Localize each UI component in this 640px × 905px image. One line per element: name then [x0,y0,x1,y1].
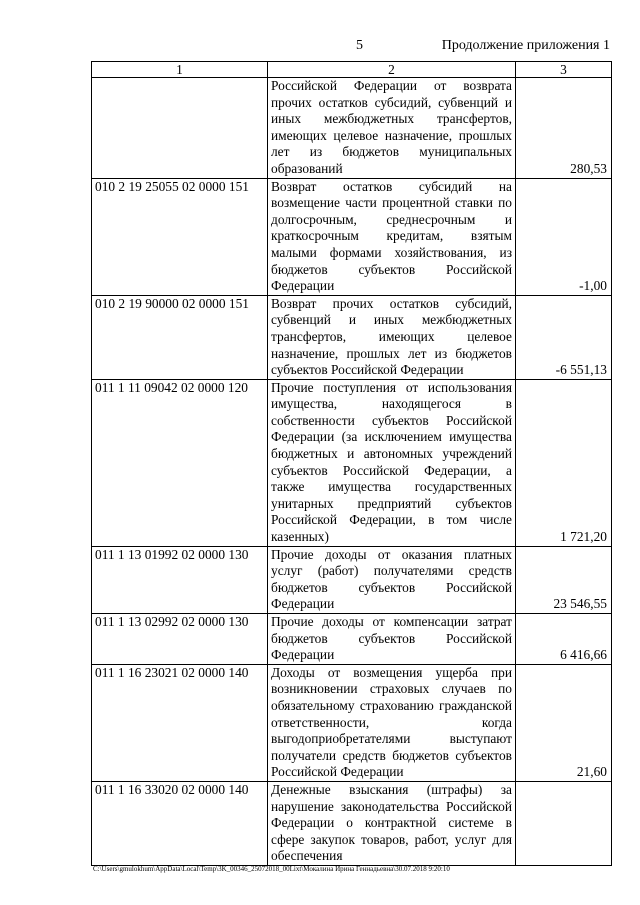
revenue-name: Прочие поступления от использования имущества, находящегося в собственности субъектов Российской Федерации (за исключением имущества бюджетных и автономных учреждений субъектов Российской Федерации, а также имущества государственных унитарных предприятий субъектов Российской Федерации, в том числе казенных) [268,379,516,546]
revenue-table [91,61,612,866]
revenue-name: Возврат остатков субсидий на возмещение части процентной ставки по долгосрочным, среднесрочным и краткосрочным кредитам, взятым малыми формами хозяйствования, из бюджетов субъектов Российской Федерации [268,178,516,295]
continuation-label: Продолжение приложения 1 [441,38,610,53]
table-row [92,614,612,665]
column-number-row [92,62,612,78]
revenue-name: Доходы от возмещения ущерба при возникновении страховых случаев по обязательному страхованию гражданской ответственности, когда выгодоприобретателями выступают получатели средств бюджетов субъектов Российской Федерации [268,664,516,781]
column-number: 2 [268,62,516,78]
amount: -6 551,13 [516,295,612,379]
revenue-name: Прочие доходы от компенсации затрат бюджетов субъектов Российской Федерации [268,614,516,665]
table-row [92,178,612,295]
amount [516,781,612,865]
amount: -1,00 [516,178,612,295]
table-row [92,78,612,179]
budget-code: 011 1 11 09042 02 0000 120 [92,379,268,546]
revenue-name: Российской Федерации от возврата прочих остатков субсидий, субвенций и иных межбюджетных трансфертов, имеющих целевое назначение, прошлых лет из бюджетов муниципальных образований [268,78,516,179]
budget-code: 011 1 13 01992 02 0000 130 [92,546,268,613]
revenue-name: Прочие доходы от оказания платных услуг (работ) получателями средств бюджетов субъектов Российской Федерации [268,546,516,613]
table-row [92,781,612,865]
table-row [92,295,612,379]
amount: 6 416,66 [516,614,612,665]
table-row [92,379,612,546]
table-row [92,546,612,613]
budget-code: 011 1 16 33020 02 0000 140 [92,781,268,865]
amount: 280,53 [516,78,612,179]
budget-code: 011 1 16 23021 02 0000 140 [92,664,268,781]
column-number: 3 [516,62,612,78]
budget-code: 011 1 13 02992 02 0000 130 [92,614,268,665]
revenue-name: Возврат прочих остатков субсидий, субвенций и иных межбюджетных трансфертов, имеющих целевое назначение, прошлых лет из бюджетов субъектов Российской Федерации [268,295,516,379]
revenue-name: Денежные взыскания (штрафы) за нарушение законодательства Российской Федерации о контрактной системе в сфере закупок товаров, работ, услуг для обеспечения [268,781,516,865]
budget-code [92,78,268,179]
amount: 1 721,20 [516,379,612,546]
amount: 21,60 [516,664,612,781]
budget-code: 010 2 19 25055 02 0000 151 [92,178,268,295]
budget-code: 010 2 19 90000 02 0000 151 [92,295,268,379]
page-number: 5 [356,38,363,53]
file-path-footer: C:\Users\gmulokhum\AppData\Local\Temp\3K_00346_25072018_00Lixt\Мокалина Ирина Геннадьевна\30.07.2018 9:20:10 [93,865,450,873]
table-row [92,664,612,781]
amount: 23 546,55 [516,546,612,613]
column-number: 1 [92,62,268,78]
